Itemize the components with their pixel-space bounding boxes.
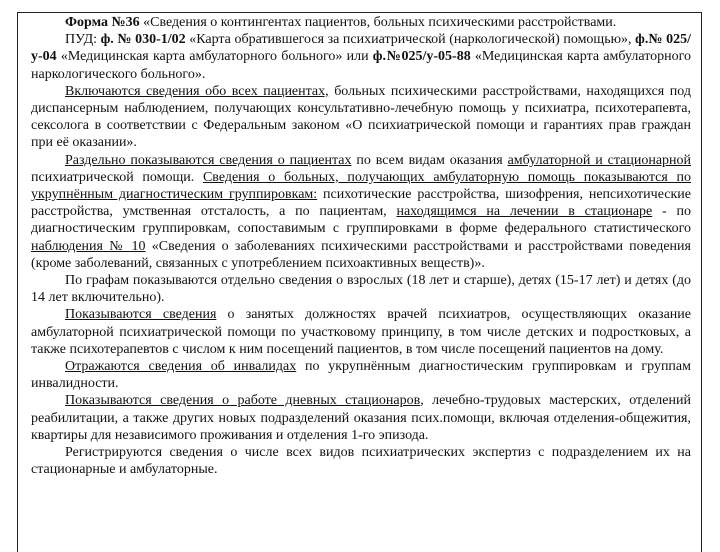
text-segment: Регистрируются сведения о числе всех видов психиатрических экспертиз с подразделением их на стационарные и амбулаторные. (31, 445, 691, 478)
form-code-025-05-88: ф.№025/у-05-88 (372, 49, 471, 65)
underlined-phrase: Показываются сведения о работе дневных стационаров (65, 393, 421, 409)
text-segment: психотические расстройства, шизофрения, непсихотические расстройства, умственная отсталость, а по пациентам, (31, 187, 691, 220)
text-segment: «Сведения о заболеваниях психическими расстройствами и расстройствами поведения (кроме заболеваний, связанных с употреблением психоактивных веществ)». (31, 238, 691, 271)
source-documents-paragraph (31, 31, 691, 83)
document-body (31, 14, 691, 478)
text-segment: психиатрической помощи. (31, 169, 203, 185)
text-segment: по всем видам оказания (351, 152, 508, 168)
text-segment: , лечебно-трудовых мастерских, отделений реабилитации, а также других новых подразделений оказания псих.помощи, включая отделения-общежития, квартиры для независимого проживания и отделения 1-го эпизода. (31, 393, 691, 443)
text-segment: о занятых должностях врачей психиатров, осуществляющих оказание амбулаторной психиатрической помощи по участковому принципу, в том числе детских и подростковых, а также психотерапевтов с числом к ним посещений пациентов, в том числе посещений пациентов на дому. (31, 307, 691, 357)
day-hospitals-paragraph (31, 392, 691, 444)
form-code-025-04: ф.№ 025/у-04 (31, 32, 691, 65)
underlined-phrase: Отражаются сведения об инвалидах (65, 359, 297, 375)
text-segment: «Медицинская карта амбулаторного наркологического больного». (31, 49, 692, 82)
underlined-phrase: Раздельно показываются сведения о пациентах (65, 152, 352, 168)
form-code-030: ф. № 030-1/02 (100, 32, 186, 48)
underlined-phrase: амбулаторной и стационарной (507, 152, 692, 168)
staff-positions-paragraph (31, 306, 691, 358)
expertise-paragraph (31, 444, 691, 478)
separate-reporting-paragraph (31, 152, 691, 272)
text-segment: по укрупнённым диагностическим группировкам и группам инвалидности. (31, 359, 691, 392)
disability-paragraph (31, 358, 691, 392)
text-segment: - по диагностическим группировкам, сопоставимым с группировками в форме федерального статистического (31, 204, 691, 237)
pud-label: ПУД: (65, 32, 101, 48)
text-segment: «Медицинская карта амбулаторного больного» или (56, 49, 373, 65)
text-segment: По графам показываются отдельно сведения о взрослых (18 лет и старше), детях (15-17 лет) и детях (до 14 лет включительно). (31, 273, 691, 306)
underlined-phrase: Включаются сведения обо всех пациентах, (65, 83, 329, 99)
form-number: Форма №36 (65, 15, 140, 30)
inclusion-paragraph (31, 83, 691, 152)
underlined-phrase: наблюдения № 10 (31, 238, 146, 254)
underlined-phrase: Сведения о больных, получающих амбулаторную помощь показываются по укрупнённым диагностическим группировкам: (31, 169, 691, 203)
form-description: «Сведения о контингентах пациентов, больных психическими расстройствами. (139, 15, 617, 30)
underlined-phrase: находящимся на лечении в стационаре (396, 204, 653, 220)
form-title-paragraph (31, 14, 691, 31)
age-groups-paragraph (31, 272, 691, 306)
text-segment: больных психическими расстройствами, находящихся под диспансерным наблюдением, получающих консультативно-лечебную помощь у психиатра, психотерапевта, сексолога в соответствии с Федеральным законом «О психиатрической помощи и гарантиях прав граждан при её оказании». (31, 83, 691, 151)
text-segment: «Карта обратившегося за психиатрической (наркологической) помощью», (185, 32, 636, 48)
underlined-phrase: Показываются сведения (65, 307, 217, 323)
